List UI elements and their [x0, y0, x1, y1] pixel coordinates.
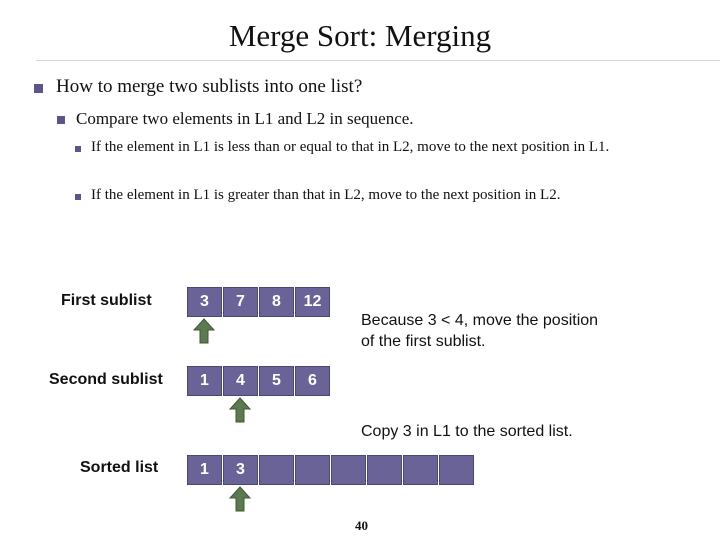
first-sublist-cell: 3 — [187, 287, 222, 317]
up-arrow-icon — [229, 397, 251, 423]
first-sublist-cell: 7 — [223, 287, 258, 317]
first-sublist-label: First sublist — [61, 292, 152, 309]
bullet-marker-level2 — [57, 116, 65, 124]
second-sublist-label: Second sublist — [49, 371, 163, 388]
up-arrow-icon — [193, 318, 215, 344]
first-sublist-cell: 8 — [259, 287, 294, 317]
sorted-list-cell: 1 — [187, 455, 222, 485]
bullet-level2-text: Compare two elements in L1 and L2 in sequence. — [76, 109, 414, 128]
copy-note: Copy 3 in L1 to the sorted list. — [361, 423, 573, 440]
explanation-note: Because 3 < 4, move the position of the first sublist. — [361, 312, 599, 350]
second-sublist-cell: 5 — [259, 366, 294, 396]
up-arrow-icon — [229, 486, 251, 512]
second-sublist-cell: 1 — [187, 366, 222, 396]
sorted-list-cell — [367, 455, 402, 485]
sorted-list-cell — [403, 455, 438, 485]
sorted-list-cell — [439, 455, 474, 485]
bullet-level1-text: How to merge two sublists into one list? — [56, 76, 363, 97]
sorted-list-cell — [331, 455, 366, 485]
sorted-list-label: Sorted list — [80, 459, 159, 476]
bullet-level3b-text: If the element in L1 is greater than that in L2, move to the next position in L2. — [91, 187, 561, 203]
slide-title: Merge Sort: Merging — [228, 18, 492, 53]
page-number: 40 — [355, 518, 368, 533]
sorted-list-cell — [259, 455, 294, 485]
second-sublist-cell: 6 — [295, 366, 330, 396]
second-sublist-cell: 4 — [223, 366, 258, 396]
sorted-list-cell — [295, 455, 330, 485]
bullet-marker-level3a — [75, 146, 81, 152]
first-sublist-cell: 12 — [295, 287, 330, 317]
bullet-marker-level1 — [34, 84, 43, 93]
title-divider — [36, 60, 720, 61]
bullet-marker-level3b — [75, 194, 81, 200]
sorted-list-cell: 3 — [223, 455, 258, 485]
bullet-level3a-text: If the element in L1 is less than or equal to that in L2, move to the next position in L1. — [91, 139, 610, 155]
